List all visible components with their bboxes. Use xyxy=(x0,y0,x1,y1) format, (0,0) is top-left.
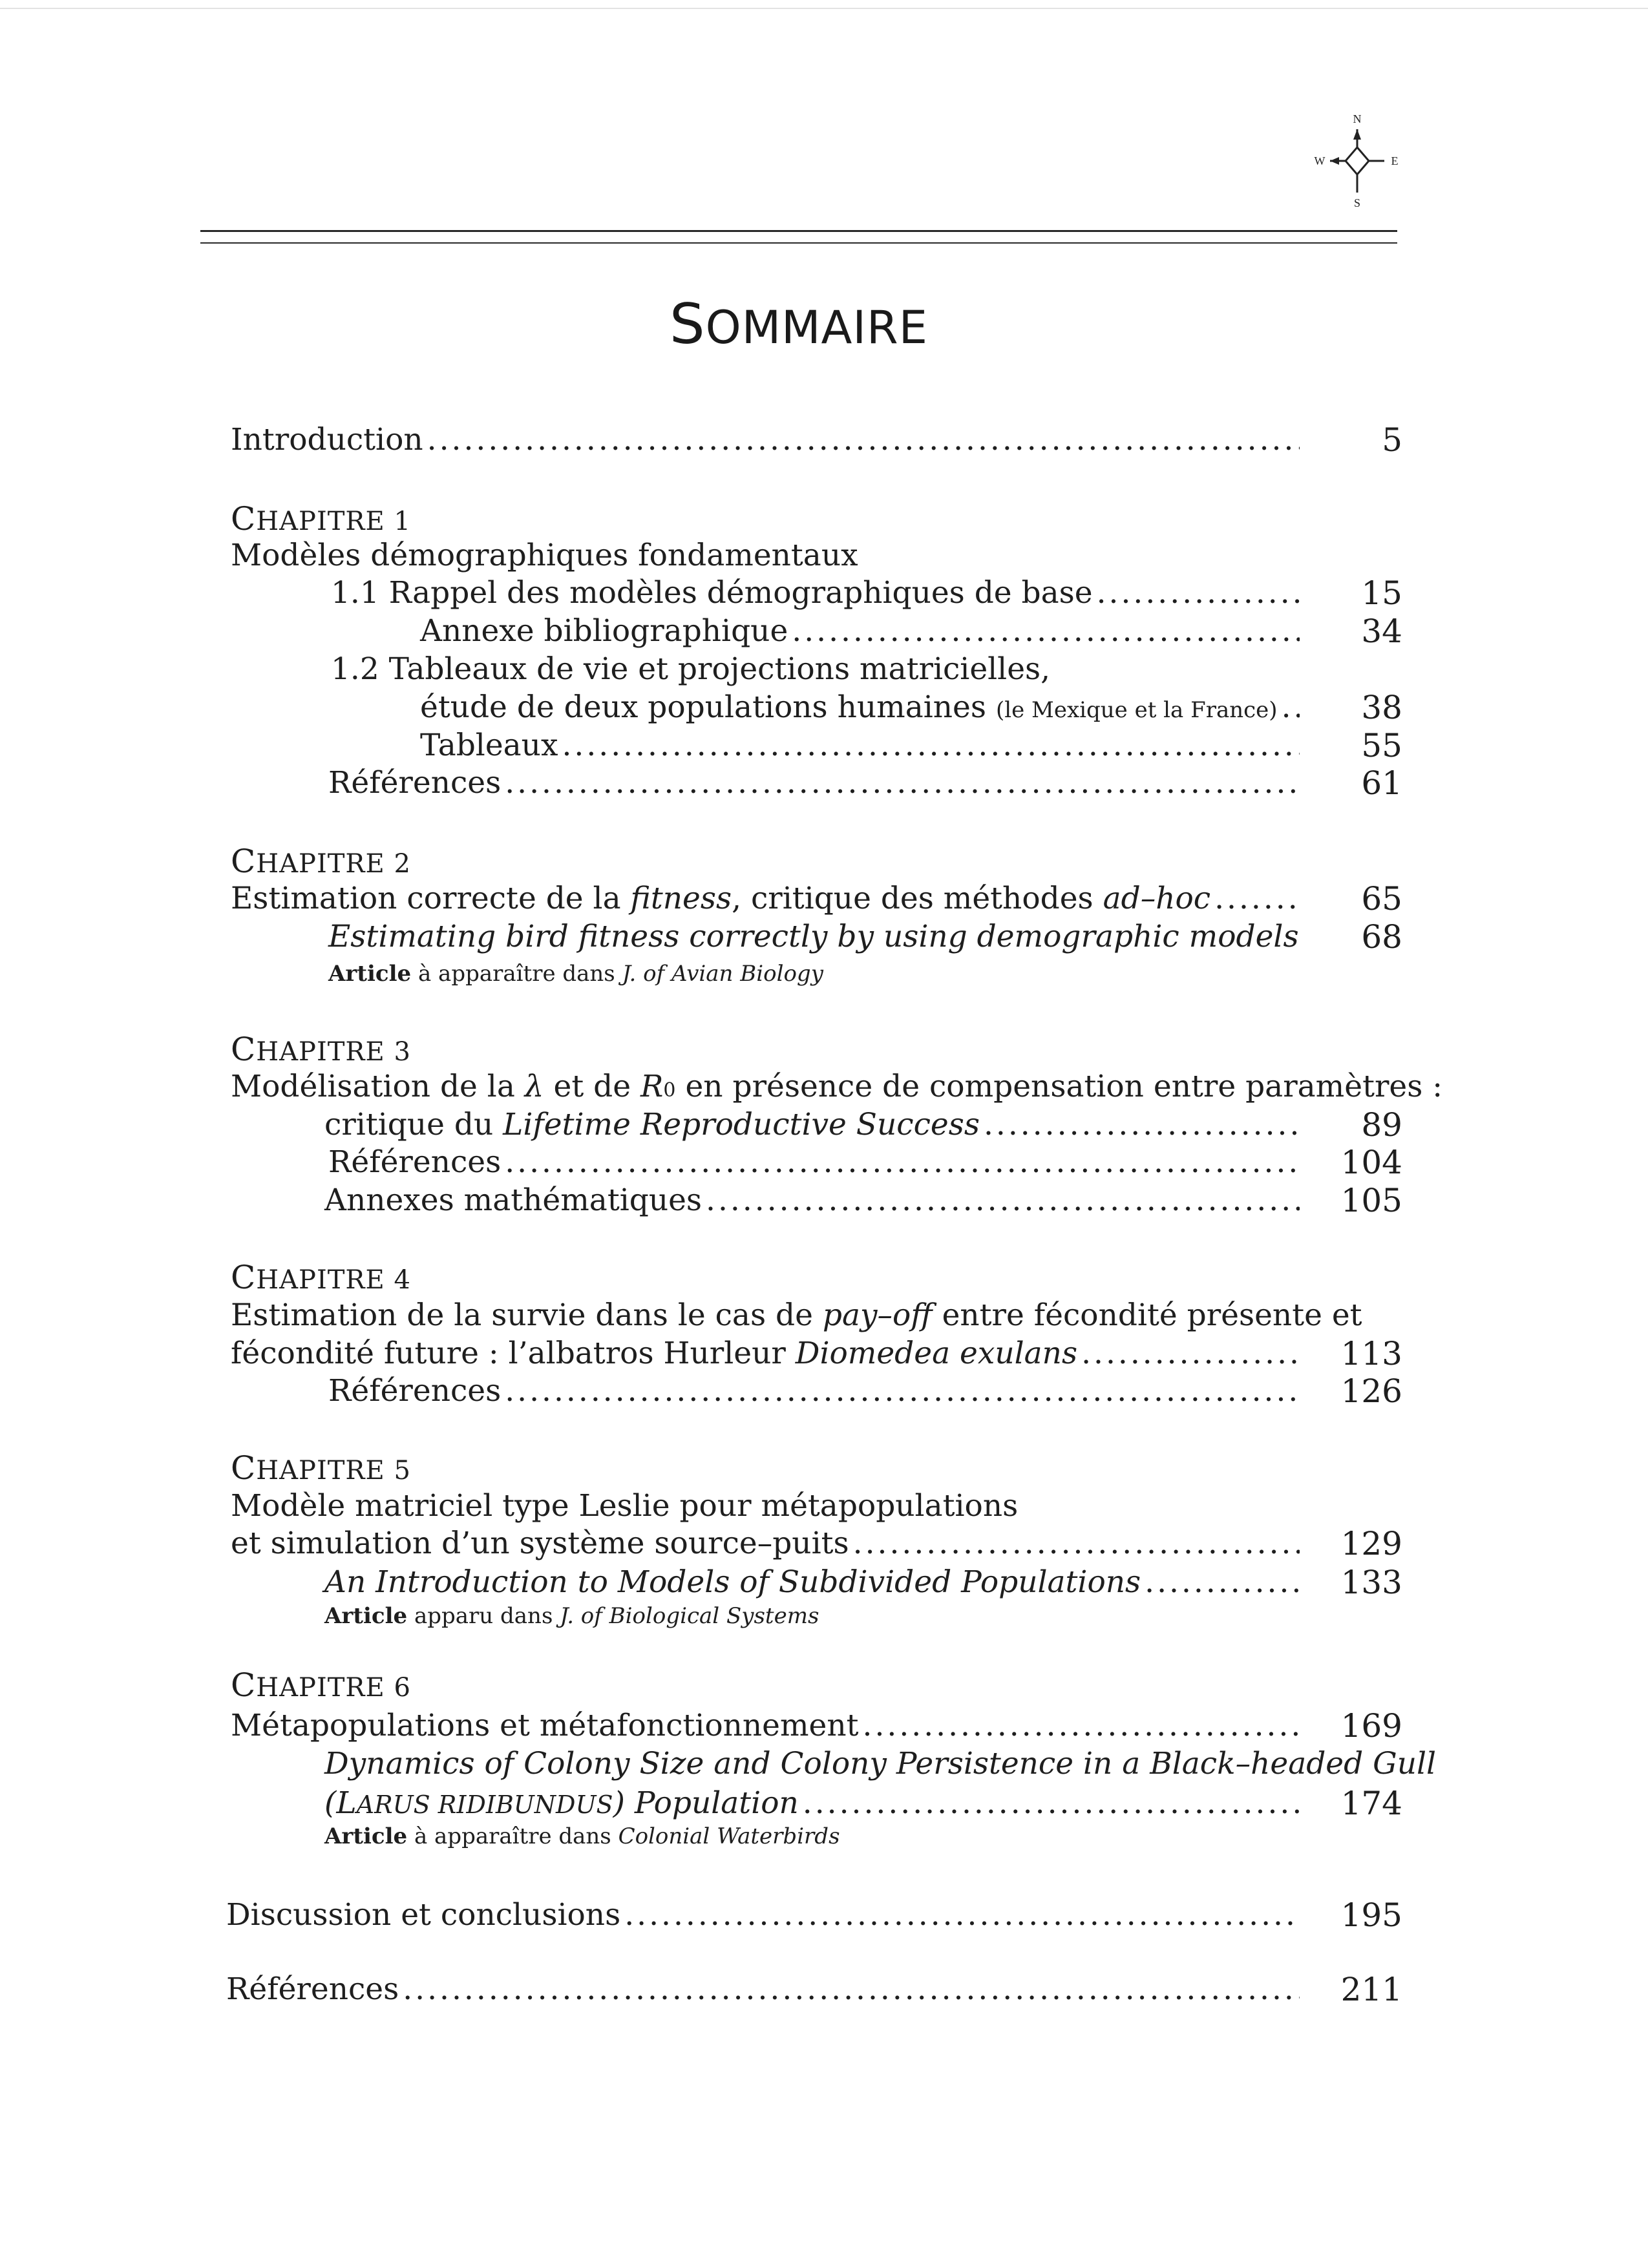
toc-entry-label: Métapopulations et métafonctionnement xyxy=(231,1708,859,1743)
toc-entry-chapter[interactable]: critique du Lifetime Reproductive Success ..... xyxy=(324,1105,1304,1145)
page-number: 126 xyxy=(1340,1372,1402,1410)
toc-entry-chapter[interactable]: Estimation correcte de la fitness , critique des méthodes ad–hoc ..... xyxy=(231,879,1304,919)
leader-dots xyxy=(1145,1562,1300,1602)
toc-entry-chapter[interactable] xyxy=(231,1524,1304,1564)
toc-entry-section-line: 1.2 Tableaux de vie et projections matricielles, xyxy=(331,651,1051,687)
publication-note: Article à apparaître dans J. of Avian Biology xyxy=(328,961,823,987)
toc-entry-references[interactable] xyxy=(226,1969,1304,2010)
toc-entry-section[interactable] xyxy=(420,611,1304,651)
toc-entry-label: Références xyxy=(328,765,502,801)
toc-entry-section[interactable] xyxy=(420,688,1304,728)
page-number: 15 xyxy=(1361,574,1402,612)
leader-dots xyxy=(803,1783,1300,1823)
compass-s: S xyxy=(1353,196,1361,209)
chapter-heading: C HAPITRE 1 xyxy=(231,500,411,538)
compass-n: N xyxy=(1353,112,1362,125)
page-number: 55 xyxy=(1361,727,1402,764)
leader-dots xyxy=(1081,1334,1300,1374)
toc-entry-chapter[interactable]: fécondité future : l’albatros Hurleur Diomedea exulans ..... xyxy=(231,1334,1304,1374)
page-number: 34 xyxy=(1361,613,1402,650)
page-number: 105 xyxy=(1340,1182,1402,1219)
compass-w: W xyxy=(1314,154,1326,167)
page-number: 104 xyxy=(1340,1144,1402,1181)
compass-e: E xyxy=(1391,154,1399,167)
toc-entry-label: et simulation d’un système source–puits xyxy=(231,1526,849,1561)
toc-entry-article[interactable] xyxy=(328,917,1304,957)
leader-dots xyxy=(505,1142,1300,1182)
page-number: 174 xyxy=(1340,1785,1402,1822)
toc-entry-label: Estimating bird fitness correctly by using demographic models xyxy=(328,919,1299,954)
page-number: 211 xyxy=(1340,1971,1402,2008)
toc-entry-label: Annexes mathématiques xyxy=(324,1182,703,1218)
leader-dots xyxy=(624,1895,1300,1935)
toc-entry-article-line: Dynamics of Colony Size and Colony Persistence in a Black–headed Gull xyxy=(324,1746,1437,1781)
chapter-title: Estimation de la survie dans le cas de pay–off entre fécondité présente et xyxy=(231,1297,1362,1333)
toc-entry-label-note: (le Mexique et la France) xyxy=(995,697,1278,723)
publication-note: Article apparu dans J. of Biological Systems xyxy=(324,1603,819,1629)
leader-dots xyxy=(1097,573,1300,613)
toc-entry-label: 1.1 Rappel des modèles démographiques de base xyxy=(331,575,1093,611)
toc-entry-label: Discussion et conclusions xyxy=(226,1897,621,1933)
header-rule-bottom xyxy=(200,242,1397,244)
leader-dots xyxy=(792,611,1300,651)
page-number: 195 xyxy=(1340,1896,1402,1934)
toc-entry-section[interactable] xyxy=(324,1181,1304,1221)
page-number: 5 xyxy=(1382,421,1402,459)
leader-dots xyxy=(863,1706,1300,1746)
toc-entry-label: Références xyxy=(328,1373,502,1409)
toc-entry-label: Références xyxy=(328,1144,502,1180)
toc-entry-introduction[interactable] xyxy=(231,420,1304,460)
page-number: 61 xyxy=(1361,764,1402,802)
leader-dots xyxy=(427,420,1300,460)
leader-dots xyxy=(984,1105,1300,1145)
leader-dots xyxy=(853,1524,1300,1564)
page-number: 113 xyxy=(1340,1335,1402,1372)
toc-entry-label: Introduction xyxy=(231,422,423,457)
page-number: 38 xyxy=(1361,689,1402,726)
chapter-title: Modélisation de la λ et de R 0 en présence de compensation entre paramètres : xyxy=(231,1069,1443,1104)
chapter-heading: C HAPITRE 2 xyxy=(231,843,411,880)
page-number: 68 xyxy=(1361,918,1402,956)
page-title: SOMMAIRE xyxy=(670,292,928,357)
toc-entry-section[interactable] xyxy=(328,1142,1304,1182)
toc-entry-section[interactable] xyxy=(328,763,1304,803)
toc-entry-article[interactable] xyxy=(324,1562,1304,1602)
toc-entry-label: étude de deux populations humaines xyxy=(420,689,986,725)
page-number: 133 xyxy=(1340,1564,1402,1601)
chapter-heading: C HAPITRE 5 xyxy=(231,1449,411,1487)
leader-dots xyxy=(505,1371,1300,1411)
leader-dots xyxy=(1282,688,1300,728)
leader-dots xyxy=(505,763,1300,803)
chapter-heading: C HAPITRE 3 xyxy=(231,1031,411,1068)
chapter-heading: C HAPITRE 4 xyxy=(231,1259,411,1296)
leader-dots xyxy=(403,1969,1300,2010)
scan-edge-line xyxy=(0,8,1648,9)
toc-entry-section[interactable] xyxy=(328,1371,1304,1411)
toc-entry-chapter[interactable] xyxy=(231,1706,1304,1746)
toc-entry-discussion[interactable] xyxy=(226,1895,1304,1935)
leader-dots xyxy=(706,1181,1300,1221)
leader-dots xyxy=(562,726,1300,766)
toc-entry-section[interactable] xyxy=(420,726,1304,766)
page-number: 89 xyxy=(1361,1106,1402,1144)
toc-entry-label: Tableaux xyxy=(420,728,558,763)
toc-entry-label: An Introduction to Models of Subdivided Populations xyxy=(324,1564,1141,1600)
toc-entry-label: Références xyxy=(226,1971,399,2007)
chapter-heading: C HAPITRE 6 xyxy=(231,1666,411,1704)
toc-entry-label: Annexe bibliographique xyxy=(420,613,788,649)
toc-entry-section[interactable] xyxy=(331,573,1304,613)
page-number: 169 xyxy=(1340,1707,1402,1745)
leader-dots xyxy=(1214,879,1300,919)
header-rule-top xyxy=(200,230,1397,232)
chapter-title: Modèle matriciel type Leslie pour métapopulations xyxy=(231,1488,1019,1524)
publication-note: Article à apparaître dans Colonial Waterbirds xyxy=(324,1823,840,1849)
page-number: 129 xyxy=(1340,1525,1402,1562)
page-number: 65 xyxy=(1361,880,1402,918)
toc-entry-article[interactable]: (LARUS RIDIBUNDUS) Population ..... xyxy=(324,1783,1304,1823)
chapter-title: Modèles démographiques fondamentaux xyxy=(231,538,858,573)
compass-rose-icon xyxy=(1312,110,1402,213)
